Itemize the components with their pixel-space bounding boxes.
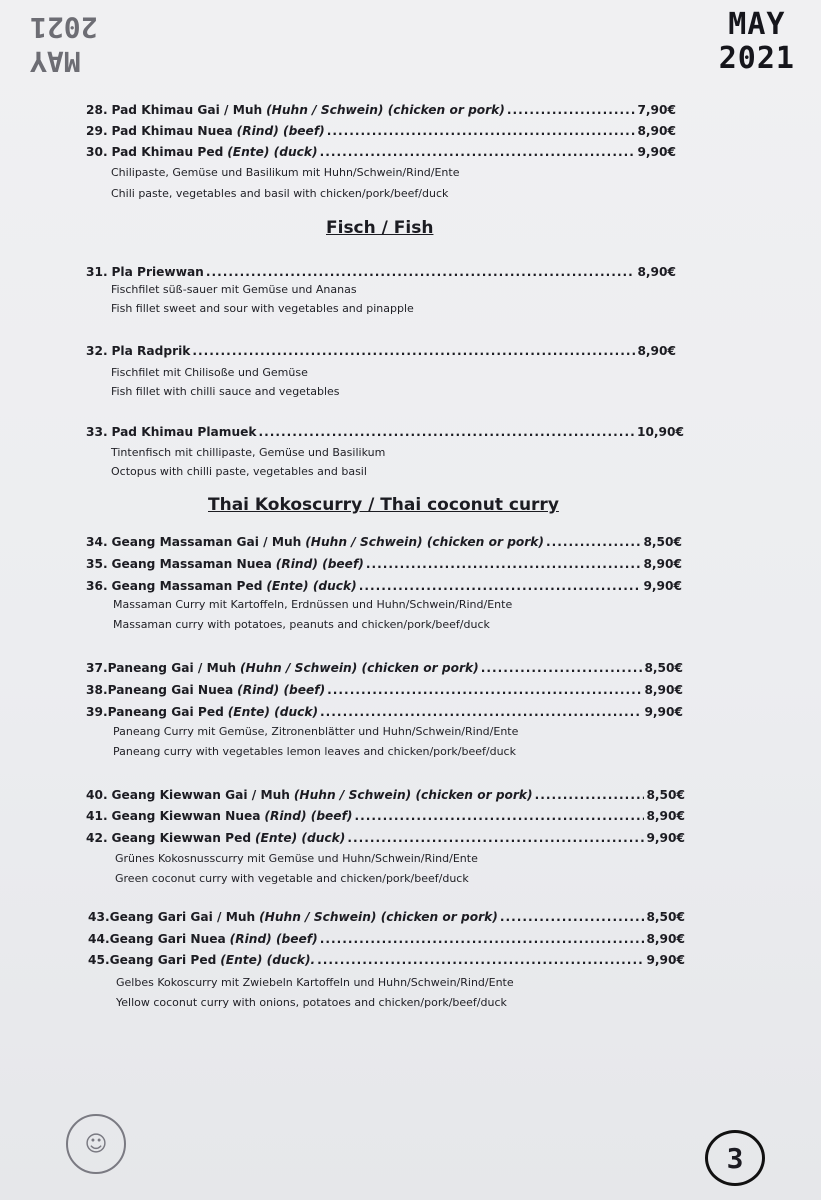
item-description-de: Fischfilet süß-sauer mit Gemüse und Ananas [111, 283, 357, 296]
item-price: 8,90€ [646, 809, 685, 823]
stamp-glyph: ☺ [84, 1131, 108, 1157]
item-translation: (Ente) (duck) [227, 705, 319, 719]
item-translation: (Ente) (duck) [227, 145, 318, 159]
item-name: Pad Khimau Ped [111, 145, 224, 159]
menu-item-31 [86, 265, 676, 279]
item-translation: (Huhn / Schwein) (chicken or pork) [259, 910, 498, 924]
item-translation: (Rind) (beef) [229, 932, 318, 946]
menu-item-33 [86, 425, 684, 439]
item-number: 28. [86, 103, 108, 117]
item-name: Pla Priewwan [111, 265, 204, 279]
item-description-de: Paneang Curry mit Gemüse, Zitronenblätter und Huhn/Schwein/Rind/Ente [113, 725, 519, 738]
item-description-de: Massaman Curry mit Kartoffeln, Erdnüssen und Huhn/Schwein/Rind/Ente [113, 598, 513, 611]
item-price: 9,90€ [644, 705, 683, 719]
item-price: 8,90€ [637, 344, 676, 358]
item-name: Pad Khimau Nuea [111, 124, 233, 138]
menu-item-38 [86, 683, 683, 697]
item-name: Geang Kiewwan Gai / Muh [111, 788, 290, 802]
stamp-icon [66, 1114, 126, 1174]
item-price: 9,90€ [646, 831, 685, 845]
item-translation: (Rind) (beef) [264, 809, 353, 823]
item-name: Pla Radprik [111, 344, 191, 358]
item-translation: (Huhn / Schwein) (chicken or pork) [266, 103, 505, 117]
item-number: 34. [86, 535, 108, 549]
item-price: 10,90€ [636, 425, 684, 439]
menu-item-43 [88, 910, 685, 924]
item-name: Geang Massaman Nuea [111, 557, 272, 571]
item-price: 9,90€ [643, 579, 682, 593]
item-description-de: Chilipaste, Gemüse und Basilikum mit Huhn/Schwein/Rind/Ente [111, 166, 460, 179]
item-price: 8,90€ [644, 683, 683, 697]
item-description-de: Tintenfisch mit chillipaste, Gemüse und Basilikum [111, 446, 386, 459]
item-translation: (Rind) (beef) [237, 683, 326, 697]
item-translation: (Ente) (duck). [220, 953, 316, 967]
item-description-en: Fish fillet sweet and sour with vegetables and pinapple [111, 302, 414, 315]
item-price: 8,90€ [637, 265, 676, 279]
page-number [705, 1130, 765, 1186]
handwritten-date [719, 8, 795, 76]
item-name: Geang Kiewwan Nuea [111, 809, 261, 823]
item-description-en: Green coconut curry with vegetable and chicken/pork/beef/duck [115, 872, 469, 885]
item-translation: (Huhn / Schwein) (chicken or pork) [239, 661, 479, 675]
handwritten-month: MAY [728, 7, 786, 42]
item-description-en: Fish fillet with chilli sauce and vegetables [111, 385, 340, 398]
item-price: 7,90€ [637, 103, 676, 117]
menu-item-35 [86, 557, 682, 571]
handwritten-date-upside-down [30, 10, 97, 78]
item-name: Geang Massaman Gai / Muh [111, 535, 302, 549]
item-number: 29. [86, 124, 108, 138]
handwritten-month: MAY [30, 45, 81, 78]
item-price: 8,90€ [646, 932, 685, 946]
page-number-text: 3 [726, 1141, 744, 1175]
item-description-de: Grünes Kokosnusscurry mit Gemüse und Huhn/Schwein/Rind/Ente [115, 852, 478, 865]
item-number: 40. [86, 788, 108, 802]
item-number: 41. [86, 809, 108, 823]
item-description-en: Yellow coconut curry with onions, potatoes and chicken/pork/beef/duck [116, 996, 507, 1009]
section-heading-fish: Fisch / Fish [326, 218, 434, 238]
menu-item-45 [88, 953, 685, 967]
item-name: Geang Gari Gai / Muh [109, 910, 256, 924]
item-price: 8,90€ [643, 557, 682, 571]
item-name: Paneang Gai / Muh [107, 661, 237, 675]
menu-item-40 [86, 788, 685, 802]
item-number: 36. [86, 579, 108, 593]
item-number: 38. [86, 683, 108, 697]
menu-item-41 [86, 809, 685, 823]
item-number: 33. [86, 425, 108, 439]
item-price: 8,50€ [643, 535, 682, 549]
item-name: Pad Khimau Plamuek [111, 425, 257, 439]
menu-item-44 [88, 932, 685, 946]
item-price: 8,50€ [644, 661, 683, 675]
menu-item-34 [86, 535, 682, 549]
item-number: 37. [86, 661, 108, 675]
item-name: Paneang Gai Ped [107, 705, 224, 719]
item-description-en: Octopus with chilli paste, vegetables and basil [111, 465, 367, 478]
menu-item-29 [86, 124, 676, 138]
item-number: 42. [86, 831, 108, 845]
item-translation: (Ente) (duck) [254, 831, 346, 845]
item-description-de: Fischfilet mit Chilisoße und Gemüse [111, 366, 308, 379]
handwritten-year: 2021 [718, 41, 795, 76]
item-name: Geang Gari Ped [109, 953, 217, 967]
item-price: 8,90€ [637, 124, 676, 138]
item-number: 32. [86, 344, 108, 358]
menu-item-36 [86, 579, 682, 593]
item-translation: (Rind) (beef) [275, 557, 364, 571]
item-number: 45. [88, 953, 110, 967]
item-name: Paneang Gai Nuea [107, 683, 234, 697]
section-heading-curry: Thai Kokoscurry / Thai coconut curry [208, 495, 559, 515]
item-number: 30. [86, 145, 108, 159]
item-name: Geang Gari Nuea [109, 932, 226, 946]
item-number: 31. [86, 265, 108, 279]
item-number: 35. [86, 557, 108, 571]
item-translation: (Ente) (duck) [266, 579, 357, 593]
item-price: 9,90€ [637, 145, 676, 159]
menu-item-28 [86, 103, 676, 117]
item-translation: (Rind) (beef) [236, 124, 325, 138]
item-number: 43. [88, 910, 110, 924]
item-number: 44. [88, 932, 110, 946]
item-name: Geang Kiewwan Ped [111, 831, 252, 845]
menu-item-37 [86, 661, 683, 675]
item-price: 8,50€ [646, 788, 685, 802]
handwritten-year: 2021 [30, 11, 98, 44]
menu-item-42 [86, 831, 685, 845]
item-number: 39. [86, 705, 108, 719]
menu-item-30 [86, 145, 676, 159]
menu-item-32 [86, 344, 676, 358]
item-name: Geang Massaman Ped [111, 579, 263, 593]
item-price: 9,90€ [646, 953, 685, 967]
item-translation: (Huhn / Schwein) (chicken or pork) [293, 788, 533, 802]
item-description-de: Gelbes Kokoscurry mit Zwiebeln Kartoffeln und Huhn/Schwein/Rind/Ente [116, 976, 514, 989]
item-price: 8,50€ [646, 910, 685, 924]
item-name: Pad Khimau Gai / Muh [111, 103, 263, 117]
item-description-en: Massaman curry with potatoes, peanuts and chicken/pork/beef/duck [113, 618, 490, 631]
item-description-en: Paneang curry with vegetables lemon leaves and chicken/pork/beef/duck [113, 745, 516, 758]
menu-item-39 [86, 705, 683, 719]
item-translation: (Huhn / Schwein) (chicken or pork) [305, 535, 544, 549]
item-description-en: Chili paste, vegetables and basil with chicken/pork/beef/duck [111, 187, 449, 200]
